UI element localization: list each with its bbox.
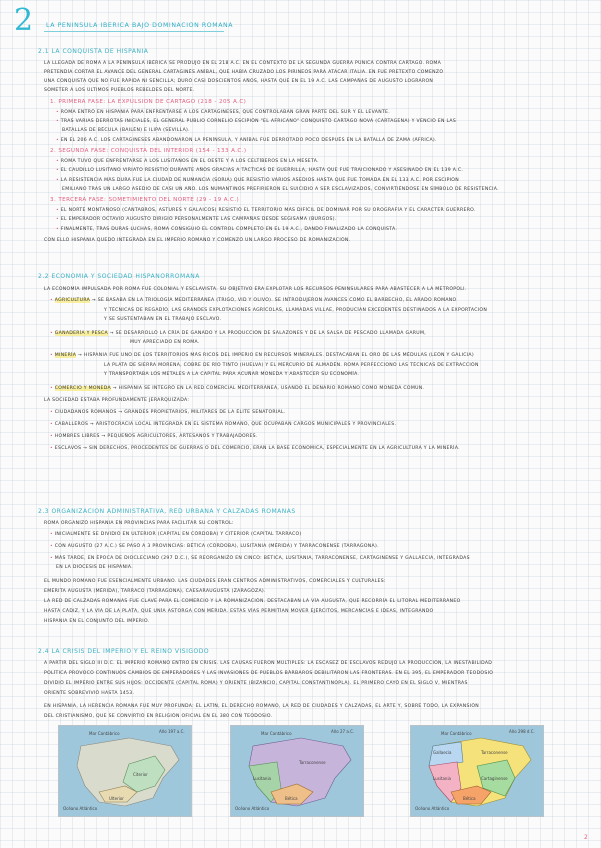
text-line: A PARTIR DEL SIGLO III D.C. EL IMPERIO ROMANO ENTRÓ EN CRISIS. LAS CAUSAS FUERON MÚLTIPLES: LA ESCASEZ DE ESCLAVOS REDUJO LA PRODUCCIÓN, LA INESTABILIDAD (44, 661, 493, 666)
map-province-label: Lusitania (253, 776, 272, 781)
text-line: LA RED DE CALZADAS ROMANAS FUE CLAVE PARA EL COMERCIO Y LA ROMANIZACIÓN. DESTACABAN LA VÍA AUGUSTA, QUE RECORRÍA EL LITORAL MEDITERRÁNEO (44, 599, 461, 604)
econ-item: • COMERCIO Y MONEDA → HISPANIA SE INTEGRÓ EN LA RED COMERCIAL MEDITERRÁNEA, USANDO EL DENARIO ROMANO COMO MONEDA COMÚN. (50, 386, 425, 391)
text-line: HISPANIA EN EL CONJUNTO DEL IMPERIO. (44, 619, 150, 624)
page-number: 2 (584, 834, 588, 841)
bullet-line: • TRAS VARIAS DERROTAS INICIALES, EL GENERAL PUBLIO CORNELIO ESCIPIÓN "EL AFRICANO" CONQUISTÓ CARTAGO NOVA (CARTAGENA) Y VENCIÓ EN LAS (56, 119, 457, 124)
section-title-2-2: 2.2 ECONOMÍA Y SOCIEDAD HISPANORROMANA (38, 273, 200, 280)
bullet-line: • EL CAUDILLO LUSITANO VIRIATO RESISTIÓ DURANTE AÑOS GRACIAS A TÁCTICAS DE GUERRILLA, HASTA QUE FUE TRAICIONADO Y ASESINADO EN EL 139 A.C. (56, 168, 464, 173)
text-line: LA SOCIEDAD ESTABA PROFUNDAMENTE JERARQUIZADA: (44, 398, 190, 403)
map-sea-label: Océano Atlántico (63, 806, 98, 811)
text-line: DIVIDIÓ EL IMPERIO ENTRE SUS HIJOS: OCCIDENTE (CAPITAL ROMA) Y ORIENTE (BIZANCIO, CAPITAL CONSTANTINOPLA). EL PRIMERO CAYÓ EN EL SIGLO V, MIENTRAS (44, 681, 468, 686)
society-item: • HOMBRES LIBRES → PEQUEÑOS AGRICULTORES, ARTESANOS Y TRABAJADORES. (50, 434, 258, 439)
text-line: PRETENDÍA CORTAR EL AVANCE DEL GENERAL CARTAGINÉS ANÍBAL, QUE HABÍA CRUZADO LOS PIRINEOS PARA ATACAR ITALIA. EN FUE PRETEXTO COMENZÓ (44, 70, 444, 75)
map-province-label: Ulterior (109, 796, 124, 801)
map-197bc (58, 725, 192, 817)
bullet-line: • EL EMPERADOR OCTAVIO AUGUSTO DIRIGIÓ PERSONALMENTE LAS CAMPAÑAS DESDE SEGISAMA (BURGOS). (56, 217, 337, 222)
bullet-line: EMILIANO TRAS UN LARGO ASEDIO DE CASI UN AÑO. LOS NUMANTINOS PREFIRIERON EL SUICIDIO A SER ESCLAVIZADOS, CONVIRTIÉNDOSE EN SÍMBOLO DE RESISTENCIA. (62, 187, 499, 192)
bullet-line: • ROMA ENTRÓ EN HISPANIA PARA ENFRENTARSE A LOS CARTAGINESES, QUE CONTROLABAN GRAN PARTE DEL SUR Y EL LEVANTE. (56, 110, 391, 115)
map-sea-label: Océano Atlántico (415, 806, 450, 811)
text-line: LA ECONOMÍA IMPULSADA POR ROMA FUE COLONIAL Y ESCLAVISTA. SU OBJETIVO ERA EXPLOTAR LOS RECURSOS PENINSULARES PARA ABASTECER A LA METRÓPOLI. (44, 287, 467, 292)
text-line: POLÍTICA PROVOCÓ CONTINUOS CAMBIOS DE EMPERADORES Y LAS INVASIONES DE PUEBLOS BÁRBAROS DEBILITARON LAS FRONTERAS. EN EL 395, EL EMPERADOR TEODOSIO (44, 671, 494, 676)
bullet-line: • EN EL 206 A.C. LOS CARTAGINESES ABANDONARON LA PENÍNSULA, Y ANÍBAL FUE DERROTADO POCO DESPUÉS EN LA BATALLA DE ZAMA (ÁFRICA). (56, 138, 437, 143)
map-year: Año 298 d.C. (509, 729, 535, 734)
chapter-number: 2 (14, 6, 34, 36)
text-line: LA PLATA DE SIERRA MORENA, COBRE DE RÍO TINTO (HUELVA) Y EL MERCURIO DE ALMADÉN. ROMA PERFECCIONÓ LAS TÉCNICAS DE EXTRACCIÓN (104, 363, 479, 368)
map-province-label: Bética (285, 796, 298, 801)
chapter-title: LA PENÍNSULA IBÉRICA BAJO DOMINACIÓN ROMANA (46, 22, 234, 29)
map-province-label: Tarraconense (299, 760, 326, 765)
section-title-2-1: 2.1 LA CONQUISTA DE HISPANIA (38, 48, 149, 55)
society-item: • CIUDADANOS ROMANOS → GRANDES PROPIETARIOS, MILITARES DE LA ÉLITE SENATORIAL. (50, 410, 286, 415)
econ-item: • AGRICULTURA → SE BASABA EN LA TRIOLOGÍA MEDITERRÁNEA (TRIGO, VID Y OLIVO). SE INTRODUJERON AVANCES COMO EL BARBECHO, EL ARADO ROMANO (50, 298, 457, 303)
title-underline (44, 31, 224, 32)
phase-title-3: 3. TERCERA FASE: SOMETIMIENTO DEL NORTE (29 - 19 A.C.) (50, 197, 240, 203)
bullet-line: • INICIALMENTE SE DIVIDIÓ EN ULTERIOR (CAPITAL EN CÓRDOBA) Y CITERIOR (CAPITAL TARRACO) (50, 532, 302, 537)
map-province-label: Cartaginense (481, 776, 508, 781)
text-line: LA LLEGADA DE ROMA A LA PENÍNSULA IBÉRICA SE PRODUJO EN EL 218 A.C. EN EL CONTEXTO DE LA SEGUNDA GUERRA PÚNICA CONTRA CARTAGO. ROMA (44, 61, 442, 66)
bullet-line: • CON AUGUSTO (27 A.C.) SE PASÓ A 3 PROVINCIAS: BÉTICA (CÓRDOBA), LUSITANIA (MÉRIDA) Y TARRACONENSE (TARRAGONA). (50, 544, 379, 549)
map-province-label: Lusitania (433, 776, 452, 781)
society-item: • CABALLEROS → ARISTOCRACIA LOCAL INTEGRADA EN EL SISTEMA ROMANO, QUE OCUPABAN CARGOS MUNICIPALES Y PROVINCIALES. (50, 422, 397, 427)
text-line: EN HISPANIA, LA HERENCIA ROMANA FUE MUY PROFUNDA: EL LATÍN, EL DERECHO ROMANO, LA RED DE CIUDADES Y CALZADAS, EL ARTE Y, SOBRE TODO, LA EXPANSIÓN (44, 704, 479, 709)
bullet-line: EN LA DIÓCESIS DE HISPANIA. (56, 565, 133, 570)
map-province-label: Tarraconense (481, 750, 508, 755)
map-sea-label: Océano Atlántico (235, 806, 270, 811)
text-line: SOMETER A LOS ÚLTIMOS PUEBLOS REBELDES DEL NORTE. (44, 88, 195, 93)
text-line: EL MUNDO ROMANO FUE ESENCIALMENTE URBANO. LAS CIUDADES ERAN CENTROS ADMINISTRATIVOS, COMERCIALES Y CULTURALES: (44, 579, 386, 584)
phase-title-2: 2. SEGUNDA FASE: CONQUISTA DEL INTERIOR (154 - 133 A.C.) (50, 148, 247, 154)
bullet-line: • EL NORTE MONTAÑOSO (CÁNTABROS, ASTURES Y GALAICOS) RESISTIÓ EL TERRITORIO MÁS DIFÍCIL DE DOMINAR POR SU OROGRAFÍA Y EL CARÁCTER GUERRERO. (56, 208, 476, 213)
bullet-line: • LA RESISTENCIA MÁS DURA FUE LA CIUDAD DE NUMANCIA (SORIA) QUE RESISTIÓ VARIOS ASEDIOS HASTA QUE FUE TOMADA EN EL 133 A.C. POR ESCIPIÓN (56, 178, 459, 183)
text-line: HASTA CÁDIZ, Y LA VÍA DE LA PLATA, QUE UNÍA ASTORGA CON MÉRIDA. ESTAS VÍAS PERMITÍAN MOVER EJÉRCITOS, MERCANCÍAS E IDEAS, INTEGRANDO (44, 609, 434, 614)
text-line: Y TRANSPORTABA LOS METALES A LA CAPITAL PARA ACUÑAR MONEDA Y ABASTECER SU ECONOMÍA. (104, 372, 360, 377)
phase-title-1: 1. PRIMERA FASE: LA EXPULSIÓN DE CARTAGO (218 - 205 A.C) (50, 99, 247, 105)
text-line: UNA CONQUISTA QUE NO FUE RÁPIDA NI SENCILLA; DURÓ CASI DOSCIENTOS AÑOS, HASTA QUE EN EL 19 A.C. LAS CAMPAÑAS DE AUGUSTO LOGRARON (44, 79, 434, 84)
text-line: ORIENTE SOBREVIVIÓ HASTA 1453. (44, 691, 135, 696)
text-line: Y SE SUSTENTABAN EN EL TRABAJO ESCLAVO. (104, 317, 222, 322)
map-298ad (410, 725, 544, 817)
map-sea-label: Mar Cantábrico (261, 731, 292, 736)
section-title-2-3: 2.3 ORGANIZACIÓN ADMINISTRATIVA, RED URBANA Y CALZADAS ROMANAS (38, 508, 296, 515)
bullet-line: • ROMA TUVO QUE ENFRENTARSE A LOS LUSITANOS EN EL OESTE Y A LOS CELTÍBEROS EN LA MESETA. (56, 159, 319, 164)
map-province-label: Gallaecia (433, 750, 452, 755)
section-title-2-4: 2.4 LA CRISIS DEL IMPERIO Y EL REINO VISIGODO (38, 648, 210, 655)
econ-item: • MINERÍA → HISPANIA FUE UNO DE LOS TERRITORIOS MÁS RICOS DEL IMPERIO EN RECURSOS MINERALES. DESTACABAN EL ORO DE LAS MÉDULAS (LEÓN Y GALICIA) (50, 353, 474, 358)
econ-item: • GANADERÍA Y PESCA → SE DESARROLLÓ LA CRÍA DE GANADO Y LA PRODUCCIÓN DE SALAZONES Y DE LA SALSA DE PESCADO LLAMADA GARUM, (50, 331, 426, 336)
text-line: CON ELLO HISPANIA QUEDÓ INTEGRADA EN EL IMPERIO ROMANO Y COMENZÓ UN LARGO PROCESO DE ROMANIZACIÓN. (44, 238, 351, 243)
text-line: Y TÉCNICAS DE REGADÍO. LAS GRANDES EXPLOTACIONES AGRÍCOLAS, LLAMADAS VILLAE, PRODUCÍAN EXCEDENTES DESTINADOS A LA EXPORTACIÓN (104, 308, 488, 313)
map-year: Año 27 a.C. (331, 729, 355, 734)
text-line: DEL CRISTIANISMO, QUE SE CONVIRTIÓ EN RELIGIÓN OFICIAL EN EL 380 CON TEODOSIO. (44, 714, 273, 719)
map-27bc (230, 725, 364, 817)
map-sea-label: Mar Cantábrico (441, 731, 472, 736)
map-province-label: Bética (463, 796, 476, 801)
text-line: EMERITA AUGUSTA (MÉRIDA), TARRACO (TARRAGONA), CAESARAUGUSTA (ZARAGOZA). (44, 589, 266, 594)
bullet-line: BATALLAS DE BÉCULA (BAILÉN) E ILIPA (SEVILLA). (62, 128, 190, 133)
bullet-line: • MÁS TARDE, EN ÉPOCA DE DIOCLECIANO (297 D.C.), SE REORGANIZÓ EN CINCO: BÉTICA, LUSITANIA, TARRACONENSE, CARTAGINENSE Y GALLAECIA, INTEGRADAS (50, 556, 470, 561)
text-line: ROMA ORGANIZÓ HISPANIA EN PROVINCIAS PARA FACILITAR SU CONTROL: (44, 521, 234, 526)
map-province-label: Citerior (133, 772, 148, 777)
map-sea-label: Mar Cantábrico (89, 731, 120, 736)
text-line: MUY APRECIADO EN ROMA. (130, 340, 200, 345)
bullet-line: • FINALMENTE, TRAS DURAS LUCHAS, ROMA CONSIGUIÓ EL CONTROL COMPLETO EN EL 19 A.C., DANDO FINALIZADO LA CONQUISTA. (56, 227, 398, 232)
map-year: Año 197 a.C. (159, 729, 185, 734)
society-item: • ESCLAVOS → SIN DERECHOS, PROCEDENTES DE GUERRAS O DEL COMERCIO, ERAN LA BASE ECONÓMICA, ESPECIALMENTE EN LA AGRICULTURA Y LA MINERÍA. (50, 446, 460, 451)
